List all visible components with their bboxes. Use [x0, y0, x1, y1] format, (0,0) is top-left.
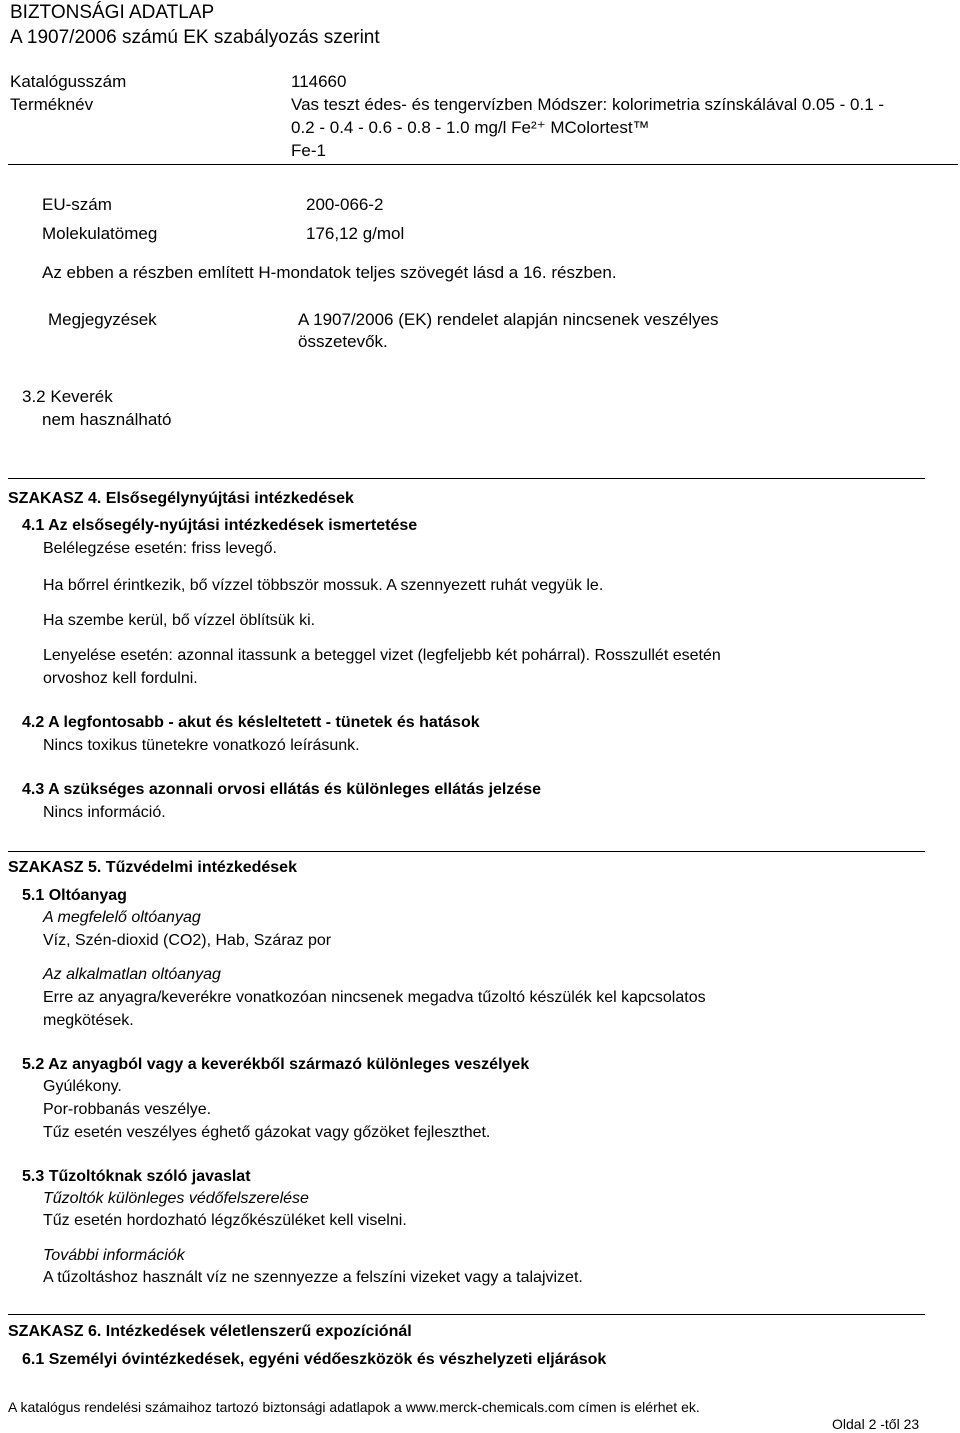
section5-3-heading: 5.3 Tűzoltóknak szóló javaslat: [22, 1168, 251, 1185]
eu-number-label: EU-szám: [42, 195, 112, 214]
section6-1-heading: 6.1 Személyi óvintézkedések, egyéni védőeszközök és vészhelyzeti eljárások: [22, 1351, 607, 1368]
suitable-media-label: A megfelelő oltóanyag: [43, 909, 201, 926]
ingestion-text-line2: orvoshoz kell fordulni.: [43, 670, 198, 687]
page-number: Oldal 2 -től 23: [832, 1416, 920, 1432]
section5-heading: SZAKASZ 5. Tűzvédelmi intézkedések: [8, 859, 297, 876]
remarks-label: Megjegyzések: [48, 310, 157, 329]
section4-1-heading: 4.1 Az elsősegély-nyújtási intézkedések ismertetése: [22, 517, 418, 534]
inhalation-text: Belélegzése esetén: friss levegő.: [43, 540, 277, 557]
further-info-label: További információk: [43, 1247, 185, 1264]
firefighter-equipment-label: Tűzoltók különleges védőfelszerelése: [43, 1190, 309, 1207]
section6-divider: [8, 1314, 925, 1315]
header-divider: [8, 164, 958, 165]
medical-info-text: Nincs információ.: [43, 804, 166, 821]
molecular-weight-value: 176,12 g/mol: [306, 224, 405, 243]
section4-heading: SZAKASZ 4. Elsősegélynyújtási intézkedések: [8, 490, 354, 507]
product-name-line3: Fe-1: [291, 141, 326, 160]
section5-1-heading: 5.1 Oltóanyag: [22, 887, 127, 904]
section6-heading: SZAKASZ 6. Intézkedések véletlenszerű expozíciónál: [8, 1323, 412, 1340]
mixture-text: nem használható: [42, 410, 172, 429]
remarks-line2: összetevők.: [298, 332, 388, 351]
skin-contact-text: Ha bőrrel érintkezik, bő vízzel többször mossuk. A szennyezett ruhát vegyük le.: [43, 577, 604, 594]
remarks-line1: A 1907/2006 (EK) rendelet alapján nincsenek veszélyes: [298, 310, 719, 329]
ingestion-text-line1: Lenyelése esetén: azonnal itassunk a beteggel vizet (legfeljebb két pohárral). Rosszullét esetén: [43, 647, 721, 664]
catalog-value: 114660: [291, 72, 347, 91]
section4-2-heading: 4.2 A legfontosabb - akut és késleltetett - tünetek és hatások: [22, 714, 480, 731]
product-name-line1: Vas teszt édes- és tengervízben Módszer: kolorimetria színskálával 0.05 - 0.1 -: [291, 95, 885, 114]
eu-number-value: 200-066-2: [306, 195, 384, 214]
document-title: BIZTONSÁGI ADATLAP: [10, 2, 215, 23]
product-name-line2: 0.2 - 0.4 - 0.6 - 0.8 - 1.0 mg/l Fe²⁺ MColortest™: [291, 118, 650, 137]
hazard-dust-explosion: Por-robbanás veszélye.: [43, 1101, 212, 1118]
mixture-heading: 3.2 Keverék: [22, 387, 113, 406]
further-info-text: A tűzoltáshoz használt víz ne szennyezze a felszíni vizeket vagy a talajvizet.: [43, 1269, 583, 1286]
eye-contact-text: Ha szembe kerül, bő vízzel öblítsük ki.: [43, 612, 316, 629]
footer-note: A katalógus rendelési számaihoz tartozó biztonsági adatlapok a www.merck-chemicals.com címen is elérhet ek.: [8, 1399, 700, 1415]
suitable-media-text: Víz, Szén-dioxid (CO2), Hab, Száraz por: [43, 932, 332, 949]
h-statements-note: Az ebben a részben említett H-mondatok teljes szövegét lásd a 16. részben.: [42, 263, 617, 282]
symptoms-text: Nincs toxikus tünetekre vonatkozó leírásunk.: [43, 737, 360, 754]
section4-divider: [8, 478, 925, 479]
firefighter-equipment-text: Tűz esetén hordozható légzőkészüléket kell viselni.: [43, 1212, 407, 1229]
section5-divider: [8, 851, 925, 852]
hazard-flammable: Gyúlékony.: [43, 1078, 122, 1095]
section5-2-heading: 5.2 Az anyagból vagy a keverékből származó különleges veszélyek: [22, 1056, 530, 1073]
unsuitable-media-label: Az alkalmatlan oltóanyag: [43, 966, 221, 983]
product-label: Terméknév: [10, 95, 94, 114]
catalog-label: Katalógusszám: [10, 72, 127, 91]
section4-3-heading: 4.3 A szükséges azonnali orvosi ellátás és különleges ellátás jelzése: [22, 781, 542, 798]
unsuitable-media-line1: Erre az anyagra/keverékre vonatkozóan nincsenek megadva tűzoltó készülék kel kapcsolatos: [43, 989, 706, 1006]
hazard-gases: Tűz esetén veszélyes éghető gázokat vagy gőzöket fejleszthet.: [43, 1124, 491, 1141]
regulation-subtitle: A 1907/2006 számú EK szabályozás szerint: [10, 27, 380, 48]
unsuitable-media-line2: megkötések.: [43, 1012, 134, 1029]
molecular-weight-label: Molekulatömeg: [42, 224, 158, 243]
